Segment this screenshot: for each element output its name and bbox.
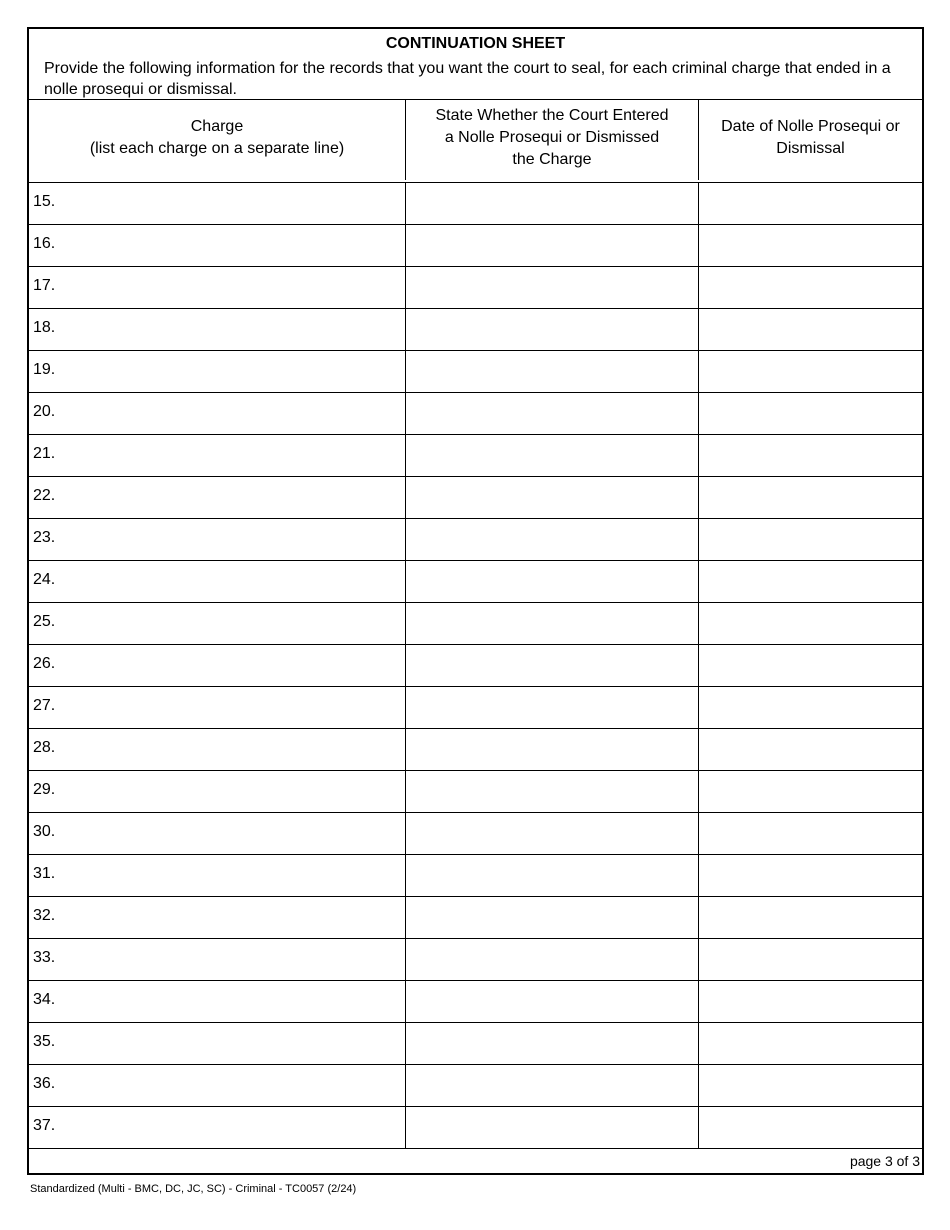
table-row [29, 645, 922, 687]
disposition-field[interactable] [406, 267, 699, 308]
disposition-field[interactable] [406, 897, 699, 938]
disposition-field[interactable] [406, 1065, 699, 1106]
disposition-field[interactable] [406, 225, 699, 266]
date-field[interactable] [699, 561, 922, 602]
charge-field[interactable]: 31. [29, 855, 406, 896]
table-row [29, 225, 922, 267]
table-row [29, 267, 922, 309]
date-field[interactable] [699, 813, 922, 854]
date-field[interactable] [699, 1065, 922, 1106]
disposition-field[interactable] [406, 1107, 699, 1148]
instructions: Provide the following information for the records that you want the court to seal, for each criminal charge that ended in a nolle prosequi or dismissal. [44, 60, 891, 98]
charge-field[interactable]: 29. [29, 771, 406, 812]
page-number: page 3 of 3 [849, 1153, 920, 1169]
table-row [29, 1107, 922, 1149]
disposition-field[interactable] [406, 645, 699, 686]
charge-field[interactable]: 30. [29, 813, 406, 854]
charge-field[interactable]: 36. [29, 1065, 406, 1106]
date-field[interactable] [699, 477, 922, 518]
disposition-field[interactable] [406, 183, 699, 224]
charge-field[interactable]: 37. [29, 1107, 406, 1148]
table-row [29, 435, 922, 477]
date-field[interactable] [699, 729, 922, 770]
header-date [699, 100, 922, 182]
table-row [29, 477, 922, 519]
date-field[interactable] [699, 603, 922, 644]
date-field[interactable] [699, 183, 922, 224]
date-field[interactable] [699, 645, 922, 686]
header-text: the Charge [512, 151, 592, 168]
charge-field[interactable]: 24. [29, 561, 406, 602]
charge-field[interactable]: 26. [29, 645, 406, 686]
table-row [29, 855, 922, 897]
disposition-field[interactable] [406, 813, 699, 854]
disposition-field[interactable] [406, 771, 699, 812]
disposition-field[interactable] [406, 309, 699, 350]
form-title: CONTINUATION SHEET [385, 35, 566, 52]
disposition-field[interactable] [406, 393, 699, 434]
charge-field[interactable]: 17. [29, 267, 406, 308]
table-row [29, 897, 922, 939]
header-court-entered [406, 100, 699, 180]
disposition-field[interactable] [406, 855, 699, 896]
disposition-field[interactable] [406, 603, 699, 644]
table-row [29, 687, 922, 729]
disposition-field[interactable] [406, 687, 699, 728]
charge-field[interactable]: 33. [29, 939, 406, 980]
date-field[interactable] [699, 309, 922, 350]
charge-field[interactable]: 35. [29, 1023, 406, 1064]
date-field[interactable] [699, 771, 922, 812]
charge-rows [29, 183, 922, 1149]
table-row [29, 1065, 922, 1107]
charge-field[interactable]: 34. [29, 981, 406, 1022]
charge-field[interactable]: 25. [29, 603, 406, 644]
header-text: a Nolle Prosequi or Dismissed [444, 129, 660, 146]
form-footer: Standardized (Multi - BMC, DC, JC, SC) - Criminal - TC0057 (2/24) [30, 1183, 357, 1195]
date-field[interactable] [699, 1107, 922, 1148]
charge-field[interactable]: 21. [29, 435, 406, 476]
date-field[interactable] [699, 855, 922, 896]
table-row [29, 813, 922, 855]
table-row [29, 519, 922, 561]
table-row [29, 561, 922, 603]
date-field[interactable] [699, 687, 922, 728]
table-row [29, 1023, 922, 1065]
charge-field[interactable]: 16. [29, 225, 406, 266]
disposition-field[interactable] [406, 939, 699, 980]
table-row [29, 771, 922, 813]
charge-field[interactable]: 23. [29, 519, 406, 560]
charge-field[interactable]: 32. [29, 897, 406, 938]
disposition-field[interactable] [406, 519, 699, 560]
table-row [29, 309, 922, 351]
table-row [29, 393, 922, 435]
date-field[interactable] [699, 897, 922, 938]
charge-field[interactable]: 22. [29, 477, 406, 518]
table-row [29, 603, 922, 645]
charge-field[interactable]: 28. [29, 729, 406, 770]
charge-field[interactable]: 27. [29, 687, 406, 728]
disposition-field[interactable] [406, 729, 699, 770]
table-row [29, 183, 922, 225]
date-field[interactable] [699, 435, 922, 476]
charge-field[interactable]: 15. [29, 183, 406, 224]
table-row [29, 981, 922, 1023]
disposition-field[interactable] [406, 351, 699, 392]
date-field[interactable] [699, 1023, 922, 1064]
table-row [29, 351, 922, 393]
table-row [29, 729, 922, 771]
date-field[interactable] [699, 225, 922, 266]
disposition-field[interactable] [406, 435, 699, 476]
header-text: Dismissal [776, 140, 845, 157]
date-field[interactable] [699, 267, 922, 308]
header-text: State Whether the Court Entered [435, 107, 669, 124]
disposition-field[interactable] [406, 477, 699, 518]
charge-field[interactable]: 19. [29, 351, 406, 392]
date-field[interactable] [699, 351, 922, 392]
disposition-field[interactable] [406, 981, 699, 1022]
charge-field[interactable]: 20. [29, 393, 406, 434]
table-header [29, 99, 922, 183]
header-text: (list each charge on a separate line) [89, 140, 345, 157]
header-charge [29, 100, 406, 180]
table-row [29, 939, 922, 981]
charge-field[interactable]: 18. [29, 309, 406, 350]
date-field[interactable] [699, 519, 922, 560]
date-field[interactable] [699, 981, 922, 1022]
header-text: Date of Nolle Prosequi or [721, 118, 900, 135]
date-field[interactable] [699, 939, 922, 980]
header-text: Charge [190, 118, 244, 135]
disposition-field[interactable] [406, 1023, 699, 1064]
disposition-field[interactable] [406, 561, 699, 602]
continuation-sheet-form [27, 27, 924, 1175]
date-field[interactable] [699, 393, 922, 434]
